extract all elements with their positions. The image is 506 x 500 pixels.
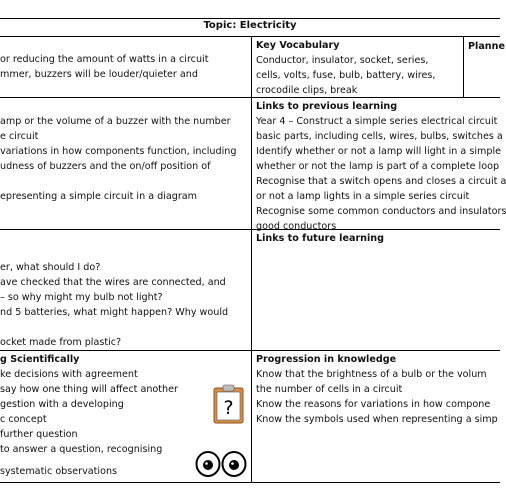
objectives-cell	[0, 52, 248, 82]
text-line: ave checked that the wires are connected, and	[0, 277, 226, 288]
text-line: nd 5 batteries, what might happen? Why would	[0, 307, 229, 318]
text-line: whether or not the lamp is part of a complete loop	[256, 161, 500, 172]
progression-heading: Progression in knowledge	[256, 354, 397, 365]
column-divider	[251, 36, 252, 482]
text-line: to answer a question, recognising	[0, 444, 163, 455]
text-line: amp or the volume of a buzzer with the number	[0, 116, 231, 127]
working-scientifically-heading: g Scientifically	[0, 354, 80, 365]
outcomes-cell	[0, 114, 248, 204]
text-line: or reducing the amount of watts in a circuit	[0, 54, 209, 65]
text-line: er, what should I do?	[0, 262, 101, 273]
text-line: variations in how components function, including	[0, 146, 237, 157]
text-line: Know the reasons for variations in how compone	[256, 399, 491, 410]
questions-cell	[0, 260, 248, 350]
progression-cell	[256, 352, 500, 427]
previous-learning-heading: Links to previous learning	[256, 101, 398, 112]
text-line: say how one thing will affect another	[0, 384, 178, 395]
text-line: Recognise some common conductors and insulators	[256, 206, 506, 217]
eyes-icon	[194, 449, 248, 479]
text-line: further question	[0, 429, 78, 440]
text-line: e circuit	[0, 131, 39, 142]
text-line: ke decisions with agreement	[0, 369, 138, 380]
planner-heading: Planne	[468, 41, 505, 52]
table-top-border	[0, 18, 500, 19]
topic-row-bottom-border	[0, 36, 500, 37]
table-bottom-border	[0, 482, 500, 483]
text-line: gestion with a developing	[0, 399, 124, 410]
text-line: good conductors	[256, 221, 337, 232]
text-line: mmer, buzzers will be louder/quieter and	[0, 69, 198, 80]
text-line: Conductor, insulator, socket, series,	[256, 55, 429, 66]
text-line: Know that the brightness of a bulb or the volum	[256, 369, 487, 380]
text-line: ocket made from plastic?	[0, 337, 122, 348]
text-line: the number of cells in a circuit	[256, 384, 403, 395]
text-line: or not a lamp lights in a simple series circuit	[256, 191, 470, 202]
row3-bottom-border	[0, 350, 500, 351]
text-line: udness of buzzers and the on/off position of	[0, 161, 211, 172]
planner-divider	[463, 36, 464, 97]
text-line: Know the symbols used when representing a simp	[256, 414, 498, 425]
text-line: c concept	[0, 414, 47, 425]
text-line: Identify whether or not a lamp will light in a simple	[256, 146, 502, 157]
text-line: cells, volts, fuse, bulb, battery, wires,	[256, 70, 436, 81]
text-line: Recognise that a switch opens and closes a circuit a	[256, 176, 506, 187]
topic-title: Topic: Electricity	[203, 20, 297, 31]
text-line: crocodile clips, break	[256, 85, 358, 96]
key-vocabulary-heading: Key Vocabulary	[256, 40, 340, 51]
previous-learning-cell	[256, 99, 506, 234]
text-line: – so why might my bulb not light?	[0, 292, 163, 303]
question-mark: ?	[223, 397, 234, 419]
text-line: Year 4 – Construct a simple series electrical circuit	[256, 116, 498, 127]
text-line: epresenting a simple circuit in a diagram	[0, 191, 198, 202]
future-learning-heading: Links to future learning	[256, 233, 384, 244]
clipboard-question-icon	[213, 384, 244, 424]
text-line: systematic observations	[0, 466, 118, 477]
key-vocabulary-cell	[256, 38, 462, 98]
text-line: basic parts, including cells, wires, bulbs, switches a	[256, 131, 503, 142]
future-learning-cell	[256, 231, 500, 246]
